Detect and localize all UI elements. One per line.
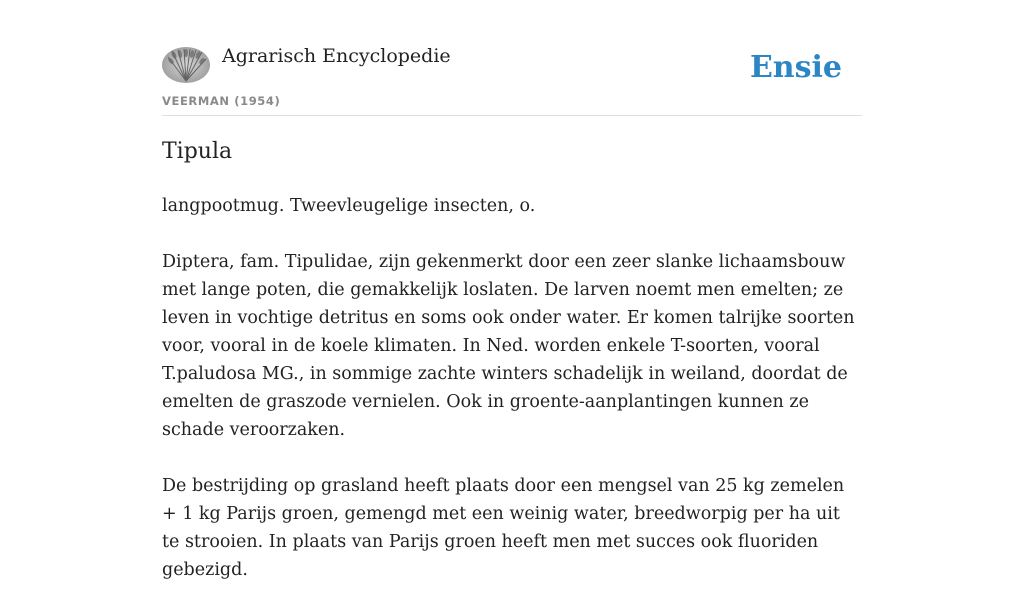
encyclopedia-title[interactable]: Agrarisch Encyclopedie bbox=[222, 45, 451, 67]
encyclopedia-header bbox=[162, 0, 862, 116]
page-container bbox=[162, 0, 862, 580]
entry-paragraph: Diptera, fam. Tipulidae, zijn gekenmerkt door een zeer slanke lichaamsbouw met lange poten, die gemakkelijk loslaten. De larven noemt men emelten; ze leven in vochtige detritus en soms ook onder water. Er komen talrijke soorten voor, vooral in de koele klimaten. In Ned. worden enkele T-soorten, vooral T.paludosa MG., in sommige zachte winters schadelijk in weiland, doordat de emelten de graszode vernielen. Ook in groente-aanplantingen kunnen ze schade veroorzaken. bbox=[162, 252, 855, 440]
ensie-logo-link[interactable]: Ensie bbox=[749, 50, 842, 85]
entry-title: Tipula bbox=[162, 139, 233, 164]
grain-sheaf-icon[interactable] bbox=[162, 47, 210, 83]
entry-paragraph: langpootmug. Tweevleugelige insecten, o. bbox=[162, 196, 536, 216]
author-attribution: VEERMAN (1954) bbox=[162, 94, 281, 108]
entry-body bbox=[162, 192, 862, 612]
entry-paragraph: De bestrijding op grasland heeft plaats door een mengsel van 25 kg zemelen + 1 kg Parijs groen, gemengd met een weinig water, breedworpig per ha uit te strooien. In plaats van Parijs groen heeft men met succes ook fluoriden gebezigd. bbox=[162, 476, 845, 580]
